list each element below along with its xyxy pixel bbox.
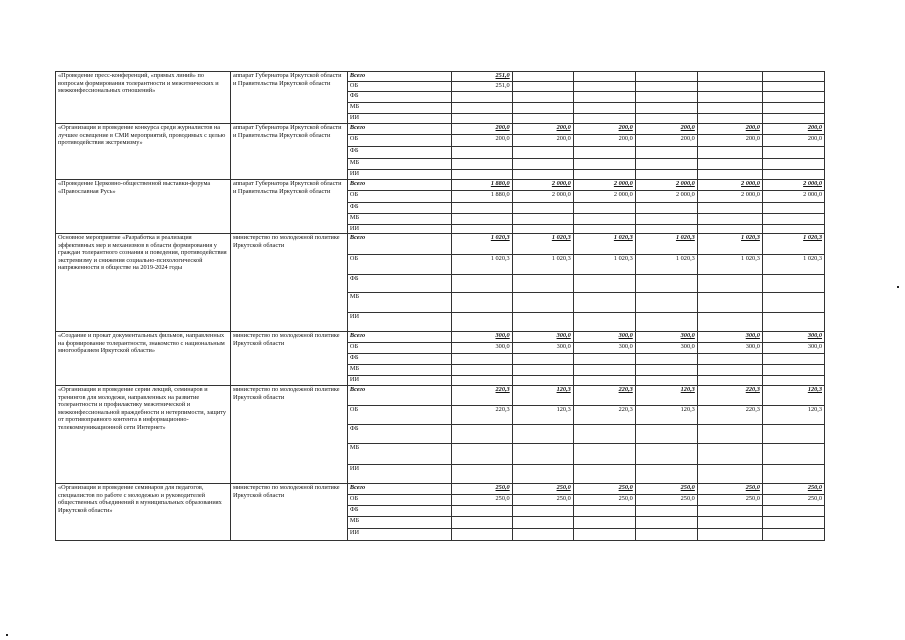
funding-source-label: МБ xyxy=(347,517,451,529)
amount-cell xyxy=(573,214,635,225)
funding-source-label: ОБ xyxy=(347,406,451,425)
amount-cell xyxy=(635,465,697,484)
amount-cell xyxy=(635,517,697,529)
funding-source-label: Всего xyxy=(347,332,451,343)
amount-cell: 220,3 xyxy=(573,406,635,425)
amount-cell xyxy=(512,114,573,124)
amount-cell xyxy=(451,444,512,465)
amount-cell xyxy=(697,170,762,180)
amount-cell xyxy=(762,214,824,225)
table-row xyxy=(56,386,825,406)
total-amount-cell: 250,0 xyxy=(451,484,512,495)
measure-description: «Проведение пресс-конференций, «прямых линий» по вопросам формирования толерантности и межэтнических и межконфессиональных отношений» xyxy=(56,72,231,124)
amount-cell xyxy=(762,225,824,234)
funding-source-label: ФБ xyxy=(347,92,451,103)
amount-cell xyxy=(512,225,573,234)
amount-cell xyxy=(635,147,697,159)
amount-cell xyxy=(762,465,824,484)
amount-cell xyxy=(697,92,762,103)
amount-cell xyxy=(451,275,512,293)
amount-cell xyxy=(697,203,762,214)
funding-source-label: ОБ xyxy=(347,135,451,147)
total-amount-cell: 250,0 xyxy=(697,484,762,495)
amount-cell: 300,0 xyxy=(512,343,573,354)
total-amount-cell: 300,0 xyxy=(697,332,762,343)
funding-source-label: ОБ xyxy=(347,191,451,203)
responsible-organization: аппарат Губернатора Иркутской области и Правительства Иркутской области xyxy=(230,180,347,234)
amount-cell xyxy=(573,506,635,517)
amount-cell xyxy=(451,92,512,103)
amount-cell xyxy=(573,529,635,541)
amount-cell xyxy=(451,103,512,114)
funding-source-label: ФБ xyxy=(347,354,451,365)
amount-cell: 120,3 xyxy=(762,406,824,425)
amount-cell: 300,0 xyxy=(762,343,824,354)
amount-cell xyxy=(762,506,824,517)
amount-cell: 1 020,3 xyxy=(635,255,697,275)
funding-source-label: Всего xyxy=(347,180,451,191)
responsible-organization: аппарат Губернатора Иркутской области и Правительства Иркутской области xyxy=(230,72,347,124)
amount-cell xyxy=(512,203,573,214)
amount-cell: 250,0 xyxy=(573,495,635,506)
total-amount-cell: 300,0 xyxy=(635,332,697,343)
amount-cell xyxy=(635,159,697,170)
amount-cell xyxy=(512,465,573,484)
amount-cell xyxy=(762,159,824,170)
amount-cell xyxy=(635,376,697,386)
amount-cell xyxy=(512,92,573,103)
total-amount-cell: 300,0 xyxy=(762,332,824,343)
amount-cell xyxy=(512,444,573,465)
amount-cell xyxy=(451,225,512,234)
amount-cell: 250,0 xyxy=(697,495,762,506)
amount-cell: 200,0 xyxy=(512,135,573,147)
amount-cell: 300,0 xyxy=(451,343,512,354)
total-amount-cell: 220,3 xyxy=(573,386,635,406)
total-amount-cell: 200,0 xyxy=(697,124,762,135)
amount-cell xyxy=(762,517,824,529)
total-amount-cell: 2 000,0 xyxy=(697,180,762,191)
amount-cell xyxy=(697,275,762,293)
amount-cell xyxy=(573,444,635,465)
total-amount-cell: 1 020,3 xyxy=(762,234,824,255)
amount-cell xyxy=(635,354,697,365)
total-amount-cell: 300,0 xyxy=(512,332,573,343)
funding-source-label: ФБ xyxy=(347,506,451,517)
scan-dot-right xyxy=(897,286,899,288)
total-amount-cell: 2 000,0 xyxy=(512,180,573,191)
amount-cell: 1 020,3 xyxy=(512,255,573,275)
amount-cell xyxy=(635,82,697,92)
funding-source-label: ИИ xyxy=(347,529,451,541)
amount-cell xyxy=(697,82,762,92)
total-amount-cell: 2 000,0 xyxy=(635,180,697,191)
funding-source-label: ФБ xyxy=(347,275,451,293)
amount-cell xyxy=(697,444,762,465)
funding-source-label: ФБ xyxy=(347,425,451,444)
amount-cell: 200,0 xyxy=(635,135,697,147)
amount-cell xyxy=(635,103,697,114)
total-amount-cell xyxy=(697,72,762,82)
funding-source-label: ФБ xyxy=(347,203,451,214)
table-row xyxy=(56,234,825,255)
amount-cell: 1 020,3 xyxy=(573,255,635,275)
funding-source-label: ОБ xyxy=(347,343,451,354)
total-amount-cell xyxy=(762,72,824,82)
total-amount-cell: 1 020,3 xyxy=(512,234,573,255)
responsible-organization: министерство по молодежной политике Иркутской области xyxy=(230,332,347,386)
amount-cell xyxy=(512,517,573,529)
amount-cell xyxy=(635,506,697,517)
amount-cell: 1 020,3 xyxy=(697,255,762,275)
amount-cell xyxy=(697,376,762,386)
total-amount-cell: 1 880,0 xyxy=(451,180,512,191)
funding-source-label: Всего xyxy=(347,234,451,255)
amount-cell xyxy=(635,114,697,124)
total-amount-cell: 2 000,0 xyxy=(573,180,635,191)
amount-cell xyxy=(762,365,824,376)
amount-cell xyxy=(635,425,697,444)
total-amount-cell: 220,3 xyxy=(697,386,762,406)
amount-cell: 250,0 xyxy=(512,495,573,506)
funding-source-label: ИИ xyxy=(347,376,451,386)
amount-cell: 200,0 xyxy=(573,135,635,147)
amount-cell: 220,3 xyxy=(697,406,762,425)
total-amount-cell: 200,0 xyxy=(451,124,512,135)
amount-cell xyxy=(512,425,573,444)
amount-cell xyxy=(451,506,512,517)
funding-source-label: Всего xyxy=(347,72,451,82)
amount-cell xyxy=(451,365,512,376)
amount-cell xyxy=(697,529,762,541)
amount-cell xyxy=(573,103,635,114)
amount-cell xyxy=(451,376,512,386)
amount-cell xyxy=(762,114,824,124)
funding-source-label: ИИ xyxy=(347,465,451,484)
amount-cell xyxy=(573,159,635,170)
amount-cell xyxy=(451,159,512,170)
amount-cell xyxy=(451,147,512,159)
total-amount-cell xyxy=(635,72,697,82)
funding-source-label: МБ xyxy=(347,103,451,114)
funding-source-label: Всего xyxy=(347,124,451,135)
funding-source-label: ИИ xyxy=(347,313,451,332)
total-amount-cell: 250,0 xyxy=(762,484,824,495)
amount-cell xyxy=(635,203,697,214)
amount-cell: 250,0 xyxy=(762,495,824,506)
total-amount-cell: 251,0 xyxy=(451,72,512,82)
amount-cell: 120,3 xyxy=(512,406,573,425)
amount-cell xyxy=(762,275,824,293)
amount-cell xyxy=(512,214,573,225)
measure-description: Основное мероприятие «Разработка и реализация эффективных мер и механизмов в области формирования у граждан толерантного сознания и поведения, противодействия экстремизму и снижения социально-психологической напряженности в обществе на 2019-2024 годы xyxy=(56,234,231,332)
amount-cell xyxy=(762,147,824,159)
amount-cell xyxy=(762,170,824,180)
total-amount-cell: 250,0 xyxy=(573,484,635,495)
total-amount-cell: 1 020,3 xyxy=(697,234,762,255)
total-amount-cell: 120,3 xyxy=(762,386,824,406)
total-amount-cell xyxy=(512,72,573,82)
total-amount-cell: 200,0 xyxy=(512,124,573,135)
total-amount-cell: 120,3 xyxy=(635,386,697,406)
amount-cell: 300,0 xyxy=(573,343,635,354)
amount-cell: 2 000,0 xyxy=(573,191,635,203)
amount-cell xyxy=(762,444,824,465)
amount-cell: 1 020,3 xyxy=(762,255,824,275)
amount-cell xyxy=(512,147,573,159)
amount-cell: 200,0 xyxy=(697,135,762,147)
amount-cell xyxy=(762,354,824,365)
funding-source-label: МБ xyxy=(347,293,451,313)
amount-cell xyxy=(573,376,635,386)
measure-description: «Организация и проведение конкурса среди журналистов на лучшее освещение в СМИ мероприятий, проводимых с целью противодействия экстремизму» xyxy=(56,124,231,180)
responsible-organization: министерство по молодежной политике Иркутской области xyxy=(230,386,347,484)
amount-cell xyxy=(635,275,697,293)
amount-cell xyxy=(697,313,762,332)
funding-source-label: Всего xyxy=(347,484,451,495)
amount-cell xyxy=(573,147,635,159)
total-amount-cell: 120,3 xyxy=(512,386,573,406)
amount-cell xyxy=(451,529,512,541)
amount-cell xyxy=(573,82,635,92)
amount-cell xyxy=(512,506,573,517)
amount-cell xyxy=(697,465,762,484)
amount-cell xyxy=(762,203,824,214)
amount-cell: 2 000,0 xyxy=(635,191,697,203)
amount-cell xyxy=(635,529,697,541)
amount-cell xyxy=(573,313,635,332)
amount-cell xyxy=(573,170,635,180)
amount-cell xyxy=(512,376,573,386)
amount-cell xyxy=(697,214,762,225)
amount-cell xyxy=(762,293,824,313)
amount-cell xyxy=(635,225,697,234)
amount-cell xyxy=(697,354,762,365)
amount-cell xyxy=(573,275,635,293)
amount-cell xyxy=(512,313,573,332)
responsible-organization: министерство по молодежной политике Иркутской области xyxy=(230,484,347,541)
total-amount-cell: 1 020,3 xyxy=(451,234,512,255)
amount-cell: 120,3 xyxy=(635,406,697,425)
amount-cell: 1 880,0 xyxy=(451,191,512,203)
amount-cell: 251,0 xyxy=(451,82,512,92)
amount-cell xyxy=(451,114,512,124)
amount-cell: 2 000,0 xyxy=(512,191,573,203)
total-amount-cell: 250,0 xyxy=(512,484,573,495)
amount-cell: 250,0 xyxy=(451,495,512,506)
funding-source-label: ИИ xyxy=(347,170,451,180)
amount-cell xyxy=(697,147,762,159)
amount-cell xyxy=(573,92,635,103)
amount-cell xyxy=(573,517,635,529)
amount-cell xyxy=(635,92,697,103)
amount-cell xyxy=(451,203,512,214)
amount-cell: 2 000,0 xyxy=(697,191,762,203)
amount-cell xyxy=(573,465,635,484)
amount-cell xyxy=(451,170,512,180)
amount-cell xyxy=(451,517,512,529)
amount-cell xyxy=(762,425,824,444)
table-row xyxy=(56,332,825,343)
table-row xyxy=(56,124,825,135)
amount-cell xyxy=(451,313,512,332)
amount-cell: 250,0 xyxy=(635,495,697,506)
funding-source-label: ИИ xyxy=(347,114,451,124)
table-row xyxy=(56,484,825,495)
amount-cell xyxy=(762,313,824,332)
amount-cell xyxy=(512,354,573,365)
total-amount-cell: 2 000,0 xyxy=(762,180,824,191)
total-amount-cell: 200,0 xyxy=(762,124,824,135)
amount-cell xyxy=(451,354,512,365)
amount-cell: 200,0 xyxy=(762,135,824,147)
total-amount-cell: 200,0 xyxy=(573,124,635,135)
total-amount-cell: 200,0 xyxy=(635,124,697,135)
funding-source-label: ОБ xyxy=(347,82,451,92)
funding-source-label: ОБ xyxy=(347,255,451,275)
amount-cell xyxy=(635,444,697,465)
budget-table xyxy=(55,71,825,541)
total-amount-cell xyxy=(573,72,635,82)
responsible-organization: министерство по молодежной политике Иркутской области xyxy=(230,234,347,332)
amount-cell xyxy=(697,225,762,234)
amount-cell xyxy=(573,293,635,313)
amount-cell xyxy=(697,365,762,376)
total-amount-cell: 300,0 xyxy=(451,332,512,343)
amount-cell xyxy=(697,114,762,124)
amount-cell xyxy=(512,293,573,313)
amount-cell xyxy=(512,275,573,293)
funding-source-label: МБ xyxy=(347,159,451,170)
total-amount-cell: 220,3 xyxy=(451,386,512,406)
amount-cell xyxy=(697,103,762,114)
amount-cell xyxy=(635,365,697,376)
measure-description: «Проведение Церковно-общественной выставки-форума «Православная Русь» xyxy=(56,180,231,234)
amount-cell xyxy=(573,225,635,234)
table-row xyxy=(56,72,825,82)
amount-cell xyxy=(512,103,573,114)
amount-cell xyxy=(635,313,697,332)
amount-cell: 300,0 xyxy=(697,343,762,354)
measure-description: «Организация и проведение серии лекций, семинаров и тренингов для молодежи, направленных на развитие толерантности и профилактику межэтнической и межконфессиональной враждебности и нетерпимости, защиту от противоправного контента в информационно-телекоммуникационной сети Интернет» xyxy=(56,386,231,484)
amount-cell xyxy=(697,159,762,170)
amount-cell: 2 000,0 xyxy=(762,191,824,203)
amount-cell xyxy=(512,82,573,92)
amount-cell xyxy=(635,170,697,180)
amount-cell xyxy=(762,82,824,92)
funding-source-label: МБ xyxy=(347,365,451,376)
amount-cell xyxy=(762,103,824,114)
table-row xyxy=(56,180,825,191)
funding-source-label: ОБ xyxy=(347,495,451,506)
amount-cell xyxy=(451,214,512,225)
funding-source-label: МБ xyxy=(347,214,451,225)
amount-cell xyxy=(451,293,512,313)
amount-cell: 1 020,3 xyxy=(451,255,512,275)
amount-cell xyxy=(573,425,635,444)
amount-cell xyxy=(573,203,635,214)
amount-cell xyxy=(512,365,573,376)
scan-dot-left xyxy=(6,634,8,636)
amount-cell xyxy=(762,529,824,541)
amount-cell xyxy=(635,293,697,313)
amount-cell xyxy=(762,376,824,386)
total-amount-cell: 1 020,3 xyxy=(635,234,697,255)
measure-description: «Организация и проведение семинаров для педагогов, специалистов по работе с молодежью и руководителей общественных объединений в муниципальных образованиях Иркутской области» xyxy=(56,484,231,541)
amount-cell xyxy=(635,214,697,225)
amount-cell xyxy=(573,354,635,365)
amount-cell xyxy=(697,425,762,444)
responsible-organization: аппарат Губернатора Иркутской области и Правительства Иркутской области xyxy=(230,124,347,180)
amount-cell xyxy=(573,114,635,124)
amount-cell xyxy=(451,425,512,444)
amount-cell xyxy=(512,170,573,180)
amount-cell xyxy=(512,529,573,541)
amount-cell: 220,3 xyxy=(451,406,512,425)
funding-source-label: Всего xyxy=(347,386,451,406)
measure-description: «Создание и прокат документальных фильмов, направленных на формирование толерантности, знакомство с национальным многообразием Иркутской области» xyxy=(56,332,231,386)
amount-cell xyxy=(697,293,762,313)
amount-cell: 300,0 xyxy=(635,343,697,354)
amount-cell xyxy=(697,506,762,517)
total-amount-cell: 300,0 xyxy=(573,332,635,343)
amount-cell xyxy=(762,92,824,103)
amount-cell xyxy=(697,517,762,529)
amount-cell xyxy=(573,365,635,376)
amount-cell xyxy=(512,159,573,170)
funding-source-label: ФБ xyxy=(347,147,451,159)
funding-source-label: ИИ xyxy=(347,225,451,234)
funding-source-label: МБ xyxy=(347,444,451,465)
total-amount-cell: 1 020,3 xyxy=(573,234,635,255)
total-amount-cell: 250,0 xyxy=(635,484,697,495)
amount-cell xyxy=(451,465,512,484)
budget-table-frame xyxy=(55,71,825,578)
amount-cell: 200,0 xyxy=(451,135,512,147)
